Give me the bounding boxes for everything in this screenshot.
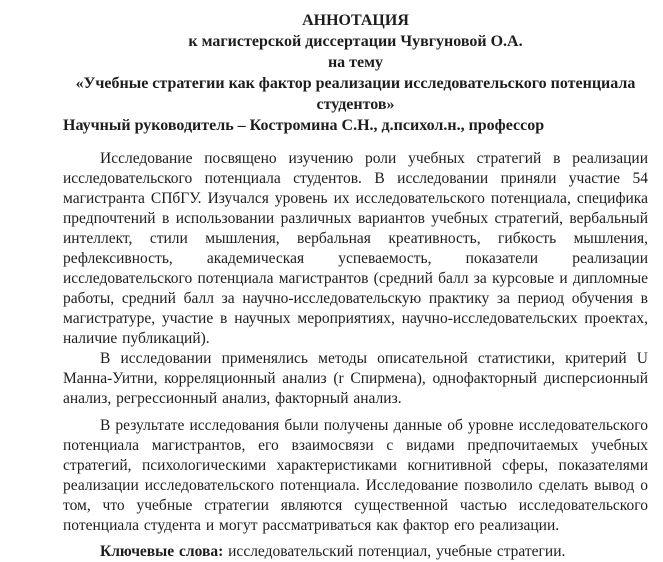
results-paragraph: В результате исследования были получены данные об уровне исследовательского потенциала магистрантов, его взаимосвязи с видами предпочитаемых учебных стратегий, психологическими характеристиками когнитивной сферы, показателями реализации исследовательского потенциала. Исследование позволило сделать вывод о том, что учебные стратегии являются существенной частью исследовательского потенциала студента и могут рассматриваться как фактор его реализации. [63, 417, 648, 534]
thesis-author-line: к магистерской диссертации Чувгуновой О.А. [188, 33, 523, 50]
keywords-label: Ключевые слова: [100, 543, 224, 560]
document-header [63, 10, 648, 136]
supervisor-line: Научный руководитель – Костромина С.Н., д.психол.н., профессор [63, 117, 545, 134]
thesis-topic: «Учебные стратегии как фактор реализации исследовательского потенциала студентов» [75, 75, 636, 113]
keywords-text: исследовательский потенциал, учебные стратегии. [228, 543, 566, 560]
abstract-paragraph: Исследование посвящено изучению роли учебных стратегий в реализации исследовательского потенциала студентов. В исследовании приняли участие 54 магистранта СПбГУ. Изучался уровень их исследовательского потенциала, специфика предпочтений в использовании различных вариантов учебных стратегий, вербальный интеллект, стили мышления, вербальная креативность, гибкость мышления, рефлексивность, академическая успеваемость, показатели реализации исследовательского потенциала магистрантов (средний балл за курсовые и дипломные работы, средний балл за научно-исследовательскую практику за период обучения в магистратуре, участие в научных мероприятиях, научно-исследовательских проектах, наличие публикаций). [63, 150, 648, 347]
keywords-line [63, 542, 648, 562]
annotation-title: АННОТАЦИЯ [302, 12, 409, 29]
topic-label: на тему [327, 54, 384, 71]
methods-paragraph: В исследовании применялись методы описательной статистики, критерий U Манна-Уитни, корреляционный анализ (r Спирмена), однофакторный дисперсионный анализ, регрессионный анализ, факторный анализ. [63, 350, 648, 407]
